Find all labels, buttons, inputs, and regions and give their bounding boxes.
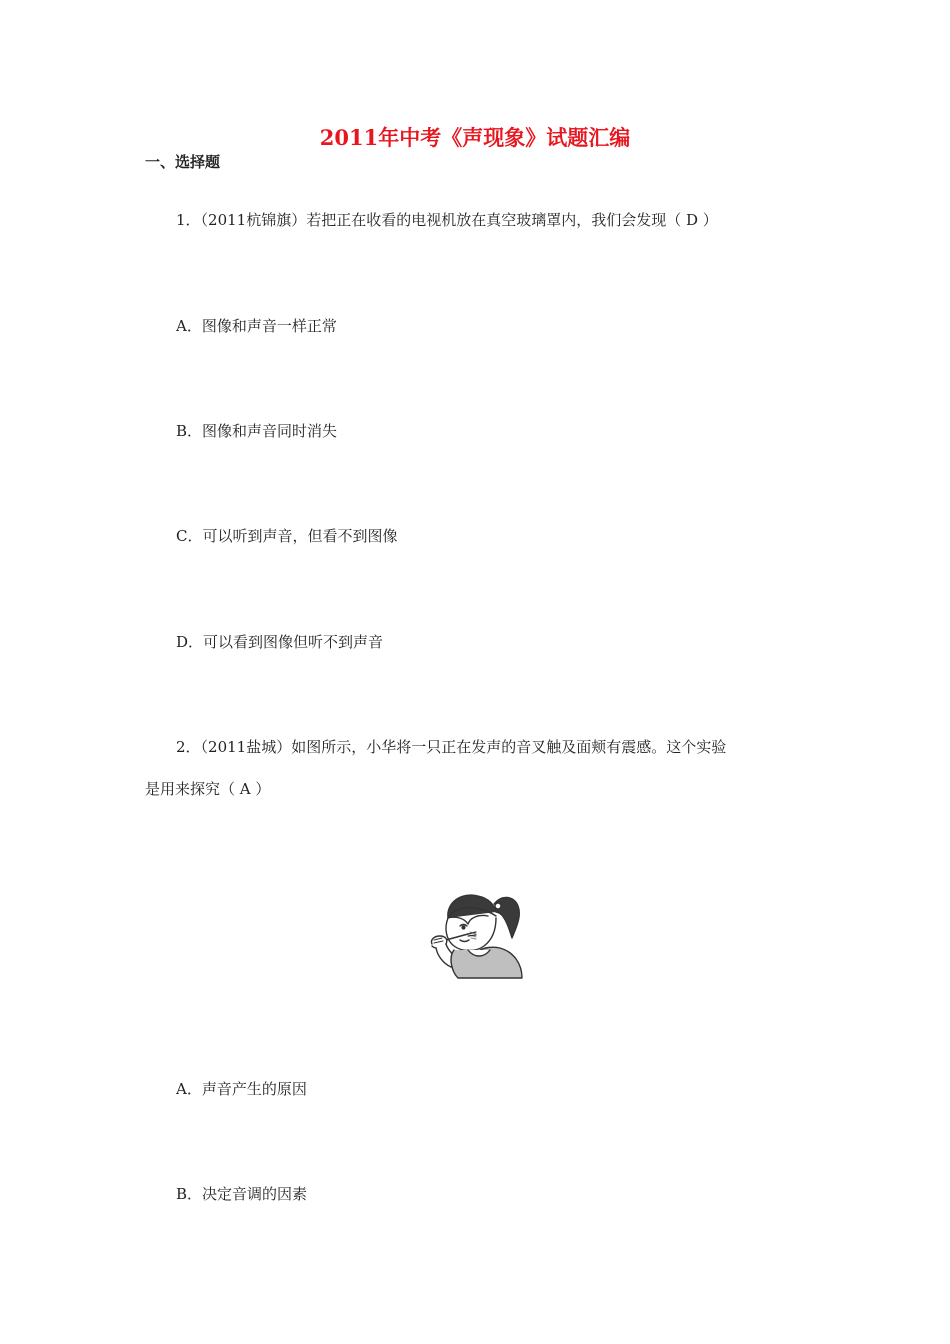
question-2-stem-line1: 2．（2011盐城）如图所示，小华将一只正在发声的音叉触及面颊有震感。这个实验 [176, 738, 727, 756]
document-title: 2011年中考《声现象》试题汇编 [319, 125, 631, 150]
question-1-option-a: A．图像和声音一样正常 [176, 317, 337, 335]
question-2-option-b: B．决定音调的因素 [176, 1185, 308, 1203]
question-1-option-d: D．可以看到图像但听不到声音 [176, 633, 384, 651]
question-2-stem-line2: 是用来探究（ A ） [145, 780, 271, 798]
girl-tuning-fork-illustration [418, 888, 526, 986]
question-2-option-a: A．声音产生的原因 [176, 1080, 307, 1098]
question-1-option-c: C．可以听到声音，但看不到图像 [176, 527, 398, 545]
section-heading: 一、选择题 [145, 153, 221, 171]
question-1-option-b: B．图像和声音同时消失 [176, 422, 338, 440]
question-1-stem: 1．（2011杭锦旗）若把正在收看的电视机放在真空玻璃罩内，我们会发现（ D ） [176, 211, 718, 229]
